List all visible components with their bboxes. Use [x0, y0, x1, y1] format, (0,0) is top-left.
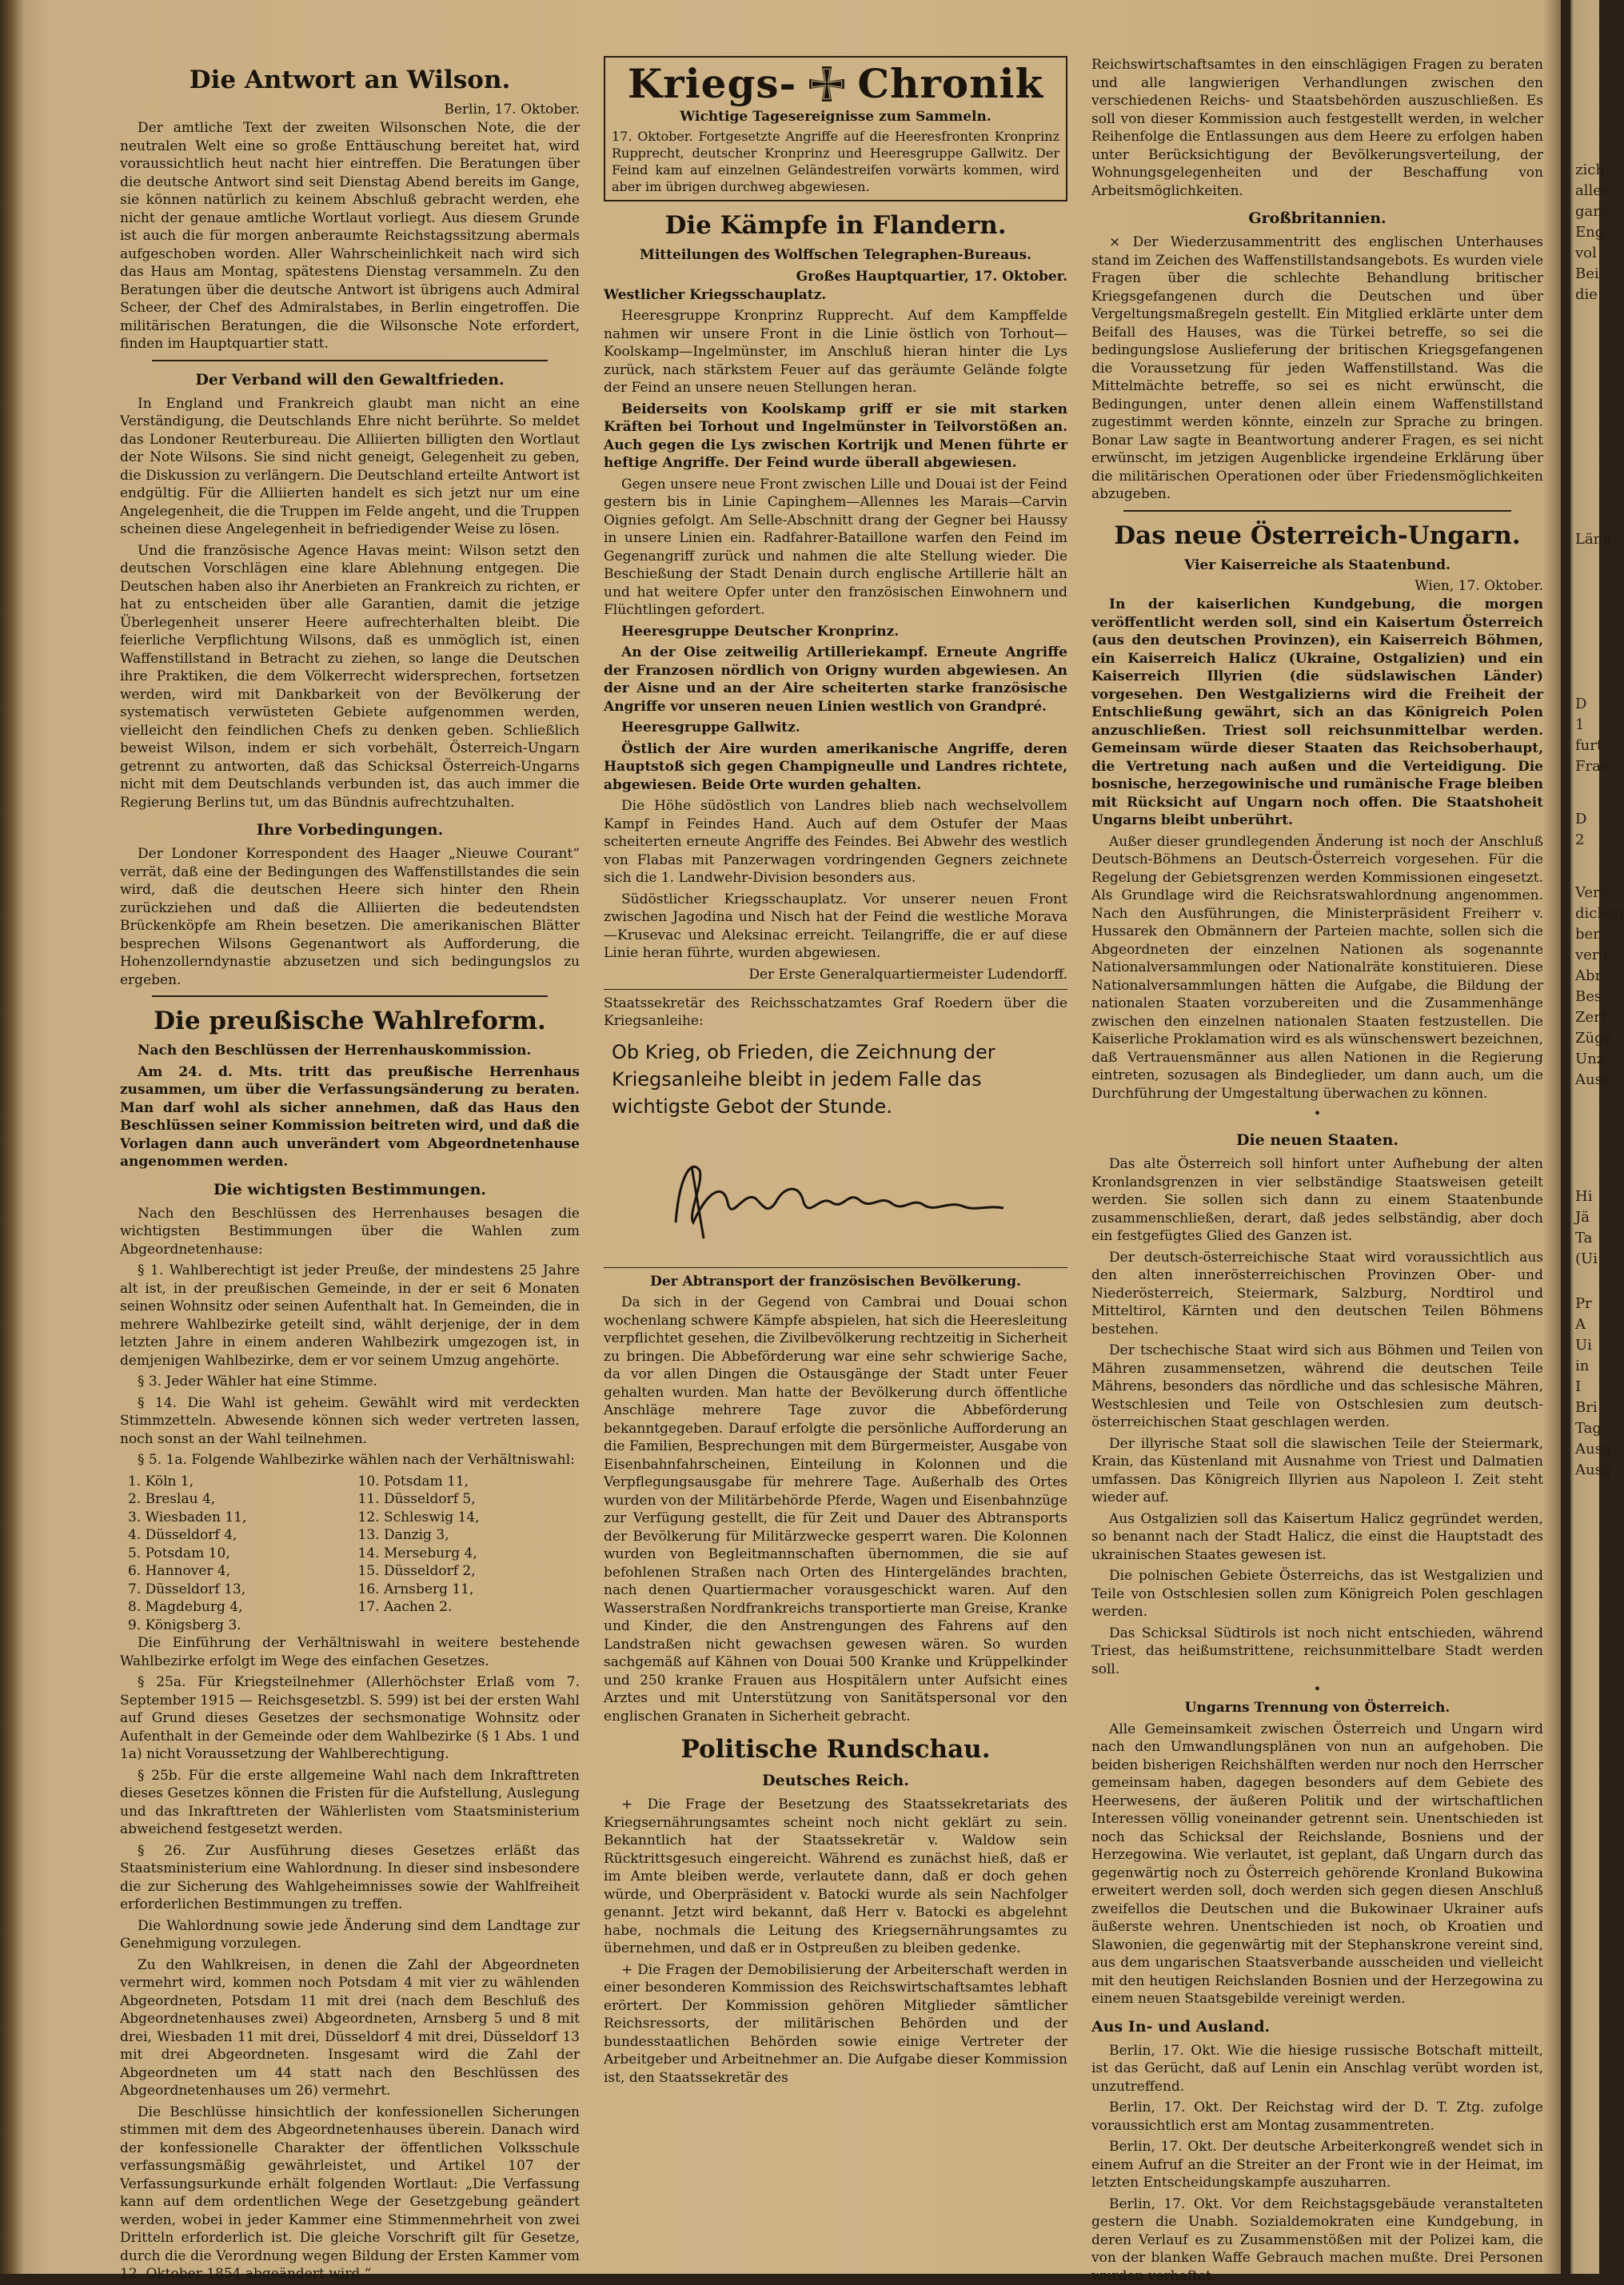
- subheadline-vier-kaiserreiche: Vier Kaiserreiche als Staatenbund.: [1091, 556, 1543, 575]
- column-2: [604, 56, 1067, 2250]
- article-paragraph: Südöstlicher Kriegsschauplatz. Vor unserer neuen Front zwischen Jagodina und Nisch hat der Feind die westliche Morava—Krusevac und Aleksinac erreicht. Teilangriffe, die er auf diese Linie heran führte, wurden abgewiesen.: [604, 891, 1067, 963]
- kriegs-chronik-title: [612, 61, 1059, 107]
- article-paragraph: Gegen unsere neue Front zwischen Lille und Douai ist der Feind gestern bis in Linie Capinghem—Allennes les Marais—Carvin Oignies gefolgt. Am Selle-Abschnitt drang der Gegner bei Haussy in unsere Linien ein. Radfahrer-Bataillone warfen den Feind im Gegenangriff zurück und nahmen die alte Stellung wieder. Die Beschießung der Stadt Denain durch englische Artillerie hält an und hat weitere Opfer unter den französischen Einwohnern und Flüchtlingen gefordert.: [604, 476, 1067, 620]
- kriegs-chronik-text: 17. Oktober. Fortgesetzte Angriffe auf die Heeresfronten Kronprinz Rupprecht, deutscher Kronprinz und Heeresgruppe Gallwitz. Der Feind kam auf einzelnen Geländestreifen vorwärts kommen, wird aber im übrigen durchweg abgewiesen.: [612, 128, 1059, 195]
- iron-cross-icon: [806, 63, 848, 105]
- article-paragraph: + Die Fragen der Demobilisierung der Arbeiterschaft werden in einer besonderen Kommission des Reichswirtschaftsamtes lebhaft erörtert. Der Kommission gehören Mitglieder sämtlicher Reichsressorts, der militärischen Behörden und der bundesstaatlichen Behörden sowie einige Vertreter der Arbeitgeber und Arbeitnehmer an. Die Aufgabe dieser Kommission ist, den Staatssekretär des: [604, 1961, 1067, 2088]
- article-paragraph: Zu den Wahlkreisen, in denen die Zahl der Abgeordneten vermehrt wird, kommen noch Potsdam 4 mit vier zu wählenden Abgeordneten, Potsdam 11 mit drei (nach dem Beschluß des Abgeordnetenhauses zwei) Abgeordneten, Arnsberg 5 und 8 mit drei, Wiesbaden 11 mit drei, Düsseldorf 4 mit drei, Düsseldorf 13 mit drei Abgeordneten. Insgesamt wird die Zahl der Abgeordneten um 44 statt nach den Beschlüssen des Abgeordnetenhauses um 26) vermehrt.: [120, 1956, 580, 2100]
- column-3: [1091, 56, 1543, 2250]
- handwritten-signature: [604, 1127, 1067, 1262]
- subheadline-grossbritannien: Großbritannien.: [1091, 208, 1543, 229]
- list-item: 16. Arnsberg 11,: [358, 1581, 581, 1599]
- text-fragment: Ui: [1575, 1335, 1599, 1356]
- text-fragment: in I: [1575, 1356, 1599, 1398]
- text-fragment: Bei: [1575, 264, 1599, 285]
- dateline: Großes Hauptquartier, 17. Oktober.: [604, 268, 1067, 286]
- article-paragraph: × Der Wiederzusammentritt des englischen Unterhauses stand im Zeichen des Waffenstillstandsangebots. Es wurden viele Fragen über die schlechte Behandlung britischer Kriegsgefangenen durch die Deutschen und über Vergeltungsmaßregeln gestellt. Ein Mitglied erklärte unter dem Beifall des Hauses, was die Türkei betreffe, so sei die bedingungslose Auslieferung der britischen Kriegsgefangenen die Voraussetzung für jeden Waffenstillstand. Was die Mittelmächte betreffe, so sei es nicht erwünscht, die Bedingungen, unter denen allein einem Waffenstillstand zugestimmt werden könnte, einzeln zur Sprache zu bringen. Bonar Law sagte in Beantwortung anderer Fragen, es sei nicht erwünscht, im jetzigen Augenblicke irgendeine Erklärung über die militärischen Operationen oder über Friedensmöglichkeiten abzugeben.: [1091, 233, 1543, 504]
- headline-oesterreich-ungarn: Das neue Österreich-Ungarn.: [1091, 520, 1543, 552]
- subheadline-deutsches-reich: Deutsches Reich.: [604, 1770, 1067, 1791]
- text-fragment: zich: [1575, 160, 1599, 181]
- divider: [604, 989, 1067, 990]
- text-fragment: Zerf: [1575, 1007, 1599, 1028]
- headline-in-und-ausland: Aus In- und Ausland.: [1091, 2016, 1543, 2037]
- text-fragment: Ausg: [1575, 1439, 1599, 1460]
- list-item: 8. Magdeburg 4,: [128, 1598, 350, 1617]
- article-paragraph: Aus Ostgalizien soll das Kaisertum Halicz gegründet werden, so benannt nach der Stadt Halicz, die einst die Hauptstadt des ukrainischen Staates gewesen ist.: [1091, 1510, 1543, 1565]
- kriegs-chronik-title-left: Kriegs-: [628, 61, 796, 107]
- text-fragment: A: [1575, 1314, 1599, 1335]
- subheadline-abtransport: Der Abtransport der französischen Bevölkerung.: [604, 1273, 1067, 1291]
- article-paragraph: Die Wahlordnung sowie jede Änderung sind dem Landtage zur Genehmigung vorzulegen.: [120, 1917, 580, 1953]
- text-fragment: die: [1575, 285, 1599, 305]
- kriegs-chronik-subtitle: Wichtige Tagesereignisse zum Sammeln.: [612, 107, 1059, 126]
- article-paragraph: § 1. Wahlberechtigt ist jeder Preuße, der mindestens 25 Jahre alt ist, in der preußischen Gemeinde, in der er seit 6 Monaten seinen Wohnsitz oder seinen Aufenthalt hat. In Gemeinden, die in mehrere Wahlbezirke geteilt sind, wählt derjenige, der in dem letzten Jahre in einem anderen Wahlbezirk umgezogen ist, in demjenigen Wahlbezirke, dem er vor seinem Umzug angehörte.: [120, 1262, 580, 1370]
- text-fragment: furt: [1575, 736, 1599, 756]
- page-fold: [1561, 0, 1570, 2274]
- list-item: 15. Düsseldorf 2,: [358, 1562, 581, 1581]
- list-item: 4. Düsseldorf 4,: [128, 1526, 350, 1545]
- article-paragraph: Die Einführung der Verhältniswahl in weitere bestehende Wahlbezirke erfolgt im Wege des einfachen Gesetzes.: [120, 1634, 580, 1670]
- article-paragraph: Östlich der Aire wurden amerikanische Angriffe, deren Hauptstoß sich gegen Champigneulle und Landres richtete, abgewiesen. Beide Orte wurden gehalten.: [604, 740, 1067, 795]
- text-fragment: Eng: [1575, 222, 1599, 243]
- text-fragment: Bri: [1575, 1398, 1599, 1418]
- divider: [152, 360, 548, 361]
- article-paragraph: Da sich in der Gegend von Cambrai und Douai schon wochenlang schwere Kämpfe abspielen, hat sich die Heeresleitung verpflichtet gesehen, die Zivilbevölkerung rechtzeitig in Sicherheit zu bringen. Die Abbeförderung war eine sehr schwierige Sache, da vor allen Dingen die Ostausgänge der Stadt unter Feuer gehalten wurden. Man hatte der Bevölkerung durch öffentliche Anschläge mehrere Tage zuvor die Abbeförderung bekanntgegeben. Darauf erfolgte die persönliche Aufforderung an die Familien, Besprechungen mit dem Bürgermeister, Ausgabe von Eisenbahnfahrscheinen, Einteilung in Kolonnen und die Verpflegungsausgabe für mehrere Tage. Außerhalb des Ortes wurden von der Militärbehörde Pferde, Wagen und Eisenbahnzüge zur Verfügung gestellt, die für Zeit und Dauer des Abtransports der Bevölkerung für Militärzwecke gesperrt waren. Die Kolonnen wurden von Begleitmannschaften übernommen, die sie auf befohlenen Straßen nach Orten des Hintergeländes brachten, nach denen Quartiermacher vorausgeschickt waren. Auf den Wasserstraßen Nordfrankreichs transportierte man Greise, Kranke und Kinder, die den Anstrengungen des Fahrens auf den Landstraßen nicht gewachsen gewesen wären. So wurden sachgemäß auf Kähnen von Douai 500 Kranke und Krüppelkinder und 250 kranke Frauen aus Hospitälern unter Aufsicht eines Arztes und mit Unterstützung von Sanitätspersonal vor den englischen Granaten in Sicherheit gebracht.: [604, 1294, 1067, 1725]
- text-fragment: Bes: [1575, 987, 1599, 1007]
- text-fragment: allen: [1575, 181, 1599, 201]
- text-fragment: verh: [1575, 945, 1599, 966]
- kriegsanleihe-quote: Ob Krieg, ob Frieden, die Zeichnung der Kriegsanleihe bleibt in jedem Falle das wichtigste Gebot der Stunde.: [604, 1039, 1067, 1120]
- headline-politische-rundschau: Politische Rundschau.: [604, 1733, 1067, 1765]
- text-fragment: ben: [1575, 924, 1599, 945]
- dateline: Berlin, 17. Oktober.: [120, 101, 580, 119]
- text-fragment: vol: [1575, 243, 1599, 264]
- article-paragraph: Und die französische Agence Havas meint: Wilson setzt den deutschen Vorschlägen eine klare Ablehnung entgegen. Die Deutschen haben also ihr Anerbieten an Frankreich zu richten, er hat zu entscheiden über alle Garantien, damit die jetzige Überlegenheit unserer Heere aufrechterhalten bleibt. Die feierliche Verpflichtung Wilsons, daß es unmöglich ist, einen Waffenstillstand in Betracht zu ziehen, so lange die Deutschen ihre Praktiken, die dem Völkerrecht widersprechen, fortsetzen werden, wird mit Dankbarkeit von der Bevölkerung der systematisch verwüsteten Gebiete aufgenommen werden, vielleicht den feindlichen Chefs zu denken geben. Schließlich beweist Wilson, indem er sich vorbehält, Österreich-Ungarn getrennt zu antworten, daß das Schicksal Österreich-Ungarns nicht mit dem Deutschlands verbunden ist, das auch immer die Regierung Berlins tut, um das Bündnis aufrechtzuhalten.: [120, 542, 580, 812]
- subheadline-neue-staaten: Die neuen Staaten.: [1091, 1130, 1543, 1150]
- text-fragment: Pr: [1575, 1294, 1599, 1314]
- article-paragraph: Der tschechische Staat wird sich aus Böhmen und Teilen von Mähren zusammensetzen, während die deutschen Teile Mährens, besonders das nördliche und das schlesische Mähren, Westschlesien und Teile von Ostschlesien zum deutsch-österreichischen Staat geschlagen werden.: [1091, 1342, 1543, 1432]
- wahlbezirke-list-right: [350, 1473, 581, 1635]
- list-item: 17. Aachen 2.: [358, 1598, 581, 1617]
- news-item: Berlin, 17. Okt. Vor dem Reichstagsgebäude veranstalteten gestern die Unabh. Sozialdemokraten eine Kundgebung, in deren Verlauf es zu Zusammenstößen mit der Polizei kam, die von der blanken Waffe Gebrauch machen mußte. Drei Personen wurden verhaftet.: [1091, 2195, 1543, 2285]
- article-paragraph: Die polnischen Gebiete Österreichs, das ist Westgalizien und Teile von Ostschlesien sollen zum Königreich Polen geschlagen werden.: [1091, 1567, 1543, 1621]
- kriegs-chronik-title-right: Chronik: [857, 61, 1043, 107]
- signature-graphic: [604, 1127, 1067, 1262]
- list-item: 9. Königsberg 3.: [128, 1617, 350, 1635]
- article-paragraph: Der illyrische Staat soll die slawischen Teile der Steiermark, Krain, das Küstenland mit Ausnahme von Triest und Dalmatien umfassen. Das Königreich Illyrien aus Napoleon I. Zeit steht wieder auf.: [1091, 1435, 1543, 1507]
- subheadline-gallwitz: Heeresgruppe Gallwitz.: [604, 719, 1067, 737]
- text-fragment: Jä: [1575, 1207, 1599, 1228]
- text-fragment: D 2: [1575, 809, 1599, 851]
- subheadline-bestimmungen: Die wichtigsten Bestimmungen.: [120, 1179, 580, 1200]
- article-paragraph: Außer dieser grundlegenden Änderung ist noch der Anschluß Deutsch-Böhmens an Deutsch-Österreich vorgesehen. Für die Regelung der Gebietsgrenzen werden Kommissionen eingesetzt. Als Grundlage wird die Reichsratswahlordnung angenommen. Nach den Ausführungen, die Ministerpräsident Freiherr v. Hussarek den Obmännern der Parteien machte, sollen sich die Abgeordneten der einzelnen Nationen als sogenannte Nationalversammlungen oder Nationalräte konstituieren. Diese Nationalversammlungen hätten die Aufgabe, die Bildung der nationalen Staaten vorzubereiten und die Zusammenhänge zwischen den einzelnen nationalen Staaten festzustellen. Die Kaiserliche Proklamation wird es als wünschenswert bezeichnen, daß Vertrauensmänner aus allen Nationen in die Regierung eintreten, sozusagen als Bindeglieder, um dann auch, um die Durchführung der Umgestaltung überwachen zu können.: [1091, 833, 1543, 1103]
- article-paragraph: Der Londoner Korrespondent des Haager „Nieuwe Courant“ verrät, daß eine der Bedingungen des Waffenstillstandes die sein wird, daß die deutschen Heere sich hinter den Rhein zurückziehen und daß die Alliierten die bedeutendsten Brückenköpfe am Rhein besetzen. Die amerikanischen Blätter besprechen Wilsons Gegenantwort als Aufforderung, die Hohenzollerndynastie abzusetzen und sich bedingungslos zu ergeben.: [120, 845, 580, 989]
- article-paragraph: + Die Frage der Besetzung des Staatssekretariats des Kriegsernährungsamtes scheint noch nicht geklärt zu sein. Bekanntlich hat der Staatssekretär v. Waldow sein Rücktrittsgesuch eingereicht. Während es zunächst hieß, daß er im Amte bleiben werde, verlautete dann, daß er doch gehen würde, und Oberpräsident v. Batocki wurde als sein Nachfolger genannt. Jetzt wird bekannt, daß Herr v. Batocki es abgelehnt habe, nochmals die Leitung des Kriegsernährungsamtes zu übernehmen, und daß er in Ostpreußen zu bleiben gedenke.: [604, 1796, 1067, 1958]
- news-item: Berlin, 17. Okt. Der Reichstag wird der D. T. Ztg. zufolge voraussichtlich erst am Montag zusammentreten.: [1091, 2099, 1543, 2135]
- headline-wahlreform: Die preußische Wahlreform.: [120, 1005, 580, 1037]
- text-fragment: dicken: [1575, 903, 1599, 924]
- text-fragment: Ta: [1575, 1228, 1599, 1249]
- text-fragment: Züge: [1575, 1028, 1599, 1049]
- list-item: 6. Hannover 4,: [128, 1562, 350, 1581]
- article-paragraph: Heeresgruppe Kronprinz Rupprecht. Auf dem Kampffelde nahmen wir unsere Front in die Linie östlich von Torhout—Koolskamp—Ingelmünster, im Anschluß hieran hinter die Lys zurück, nach stärkstem Feuer auf das geräumte Gelände folgte der Feind an unsere neuen Stellungen heran.: [604, 307, 1067, 397]
- divider: [604, 1267, 1067, 1268]
- article-paragraph: Die Beschlüsse hinsichtlich der konfessionellen Sicherungen stimmen mit dem des Abgeordnetenhauses überein. Danach wird der konfessionelle Charakter der öffentlichen Volksschule verfassungsmäßig gewährleistet, und Artikel 107 der Verfassungsurkunde erhält folgenden Wortlaut: „Die Verfassung kann auf dem ordentlichen Wege der Gesetzgebung geändert werden, wobei in jeder Kammer eine Stimmenmehrheit von zwei Dritteln erforderlich ist. Die gleiche Vorschrift gilt für Gesetze, durch die die Verordnung wegen Bildung der Ersten Kammer vom 12. Oktober 1854 abgeändert wird.“: [120, 2104, 580, 2283]
- text-fragment: Ausg: [1575, 1460, 1599, 1481]
- text-fragment: Abr: [1575, 966, 1599, 987]
- text-fragment: Vers: [1575, 883, 1599, 903]
- headline-wilson-answer: Die Antwort an Wilson.: [120, 64, 580, 96]
- headline-gewaltfrieden: Der Verband will den Gewaltfrieden.: [120, 369, 580, 390]
- list-item: 2. Breslau 4,: [128, 1490, 350, 1509]
- dateline: Wien, 17. Oktober.: [1091, 577, 1543, 596]
- signature-line: Der Erste Generalquartiermeister Ludendorff.: [604, 966, 1067, 984]
- article-paragraph: Alle Gemeinsamkeit zwischen Österreich und Ungarn wird nach den Umwandlungsplänen von nun an aufgehoben. Die beiden bisherigen Reichshälften werden nur noch den Herrscher gemeinsam haben, dagegen besonders auf dem Gebiete des Heerwesens, der äußeren Politik und der wirtschaftlichen Interessen völlig voneinander getrennt sein. Unentschieden ist noch das Schicksal der Reichslande, Bosniens und der Herzegowina. Wie verlautet, ist geplant, daß Ungarn durch das gegenwärtig noch zu Österreich gehörende Kronland Bukowina erweitert werden soll, doch werden sich gegen diesen Anschluß zweifellos die Deutschen und die Bukowinaer Ukrainer aufs äußerste wehren. Unentschieden ist noch, ob Kroatien und Slawonien, die gegenwärtig mit der Stephanskrone vereint sind, aus dem ungarischen Staatsverbande ausscheiden und vielleicht mit den heutigen Reichslanden Bosnien und der Herzegowina zu einem neuen Staatsgebilde vereinigt werden.: [1091, 1721, 1543, 2008]
- news-item: Berlin, 17. Okt. Der deutsche Arbeiterkongreß wendet sich in einem Aufruf an die Streiter an der Front wie in der Heimat, im letzten Entscheidungskampfe auszuharren.: [1091, 2138, 1543, 2192]
- text-fragment: D 1: [1575, 694, 1599, 736]
- wahlbezirke-list: [120, 1473, 580, 1635]
- list-item: 14. Merseburg 4,: [358, 1545, 581, 1563]
- column-4-cropped: [1575, 56, 1599, 2250]
- article-paragraph: Beiderseits von Koolskamp griff er sie mit starken Kräften bei Torhout und Ingelmünster in Teilvorstößen an. Auch gegen die Lys zwischen Kortrijk und Menen führte er heftige Angriffe. Der Feind wurde überall abgewiesen.: [604, 401, 1067, 473]
- article-paragraph: Nach den Beschlüssen des Herrenhauses besagen die wichtigsten Bestimmungen über die Wahlen zum Abgeordnetenhause:: [120, 1205, 580, 1259]
- divider: [152, 995, 548, 997]
- article-paragraph: § 3. Jeder Wähler hat eine Stimme.: [120, 1373, 580, 1391]
- column-1: [120, 56, 580, 2250]
- text-fragment: Ausz: [1575, 1070, 1599, 1091]
- article-paragraph: § 5. 1a. Folgende Wahlbezirke wählen nach der Verhältniswahl:: [120, 1451, 580, 1469]
- article-paragraph: In England und Frankreich glaubt man nicht an eine Verständigung, die Deutschlands Ehre nicht berührte. So meldet das Londoner Reuterbureau. Die Alliierten billigten den Wortlaut der Note Wilsons. Sie sind nicht geneigt, Gelegenheit zu geben, die Diskussion zu verlängern. Die Deutschland erteilte Antwort ist endgültig. Für die Alliierten handelt es sich jetzt nur um eine Angelegenheit, die die Truppen im Felde angeht, und die Truppen scheinen diese Angelegenheit in befriedigender Weise zu lösen.: [120, 395, 580, 539]
- text-fragment: Hi: [1575, 1186, 1599, 1207]
- article-paragraph: An der Oise zeitweilig Artilleriekampf. Erneute Angriffe der Franzosen nördlich von Origny wurden abgewiesen. An der Aisne und an der Aire scheiterten starke französische Angriffe vor unseren neuen Linien westlich von Grandpré.: [604, 644, 1067, 716]
- article-paragraph: § 26. Zur Ausführung dieses Gesetzes erläßt das Staatsministerium eine Wahlordnung. In dieser sind insbesondere die zur Sicherung des Wahlgeheimnisses sowie der Wahlfreiheit erforderlichen Bestimmungen zu treffen.: [120, 1842, 580, 1914]
- article-paragraph: In der kaiserlichen Kundgebung, die morgen veröffentlicht werden soll, sind ein Kaisertum Österreich (aus den deutschen Provinzen), ein Kaiserreich Böhmen, ein Kaiserreich Halicz (Ukraine, Ostgalizien) und ein Kaiserreich Illyrien (die südslawischen Länder) vorgesehen. Den Westgalizierns wird die Freiheit der Entschließung gewährt, sich an das Königreich Polen anzuschließen. Triest soll reichsunmittelbar werden. Gemeinsam würde dieser Staaten das Reichsoberhaupt, die Vertretung nach außen und die Verteidigung. Die bosnische, herzegowinische und rumänische Frage bleiben mit Rücksicht auf Ungarn noch offen. Die Staatshoheit Ungarns bleibt unberührt.: [1091, 596, 1543, 830]
- text-fragment: (Ui: [1575, 1249, 1599, 1270]
- text-fragment: Tag: [1575, 1418, 1599, 1439]
- subheadline-ungarns-trennung: Ungarns Trennung von Österreich.: [1091, 1699, 1543, 1717]
- list-item: 1. Köln 1,: [128, 1473, 350, 1491]
- article-paragraph: Staatssekretär des Reichsschatzamtes Graf Roedern über die Kriegsanleihe:: [604, 995, 1067, 1031]
- article-paragraph: Das Schicksal Südtirols ist noch nicht entschieden, während Triest, das heißumstrittene, reichsunmittelbare Stadt werden soll.: [1091, 1625, 1543, 1679]
- headline-flandern: Die Kämpfe in Flandern.: [604, 209, 1067, 241]
- article-paragraph: Nach den Beschlüssen der Herrenhauskommission.: [120, 1042, 580, 1060]
- article-paragraph: Am 24. d. Mts. tritt das preußische Herrenhaus zusammen, um über die Verfassungsänderung zu beraten. Man darf wohl als sicher annehmen, daß das Haus den Beschlüssen seiner Kommission beitreten wird, und daß die Vorlagen dann auch unverändert vom Abgeordnetenhause angenommen werden.: [120, 1063, 580, 1171]
- article-paragraph: Reichswirtschaftsamtes in den einschlägigen Fragen zu beraten und alle langwierigen Verhandlungen zwischen den verschiedenen Reichs- und Staatsbehörden auszuschließen. Es soll von dieser Kommission auch festgestellt werden, in welcher Reihenfolge die Entlassungen aus dem Heere zu erfolgen haben unter Berücksichtigung der Bevölkerungsverteilung, der Wohnungsgelegenheiten und der Beschaffung von Arbeitsmöglichkeiten.: [1091, 56, 1543, 200]
- text-fragment: Länd: [1575, 529, 1599, 550]
- wahlbezirke-list-left: [120, 1473, 350, 1635]
- list-item: 11. Düsseldorf 5,: [358, 1490, 581, 1509]
- list-item: 10. Potsdam 11,: [358, 1473, 581, 1491]
- list-item: 7. Düsseldorf 13,: [128, 1581, 350, 1599]
- subheadline-westlich: Westlicher Kriegsschauplatz.: [604, 286, 1067, 305]
- subheadline-deutscher-kronprinz: Heeresgruppe Deutscher Kronprinz.: [604, 623, 1067, 641]
- article-paragraph: § 25b. Für die erste allgemeine Wahl nach dem Inkrafttreten dieses Gesetzes können die Fristen für die Aufstellung, Auslegung und das Inkrafttreten der Wählerlisten vom Staatsministerium abweichend festgesetzt werden.: [120, 1767, 580, 1839]
- article-paragraph: Der amtliche Text der zweiten Wilsonschen Note, die der neutralen Welt eine so große Enttäuschung bereitet hat, wird voraussichtlich heut nacht hier eintreffen. Die Beratungen über die deutsche Antwort sind seit Dienstag Abend bereits im Gange, sie können natürlich zu keinem Abschluß gebracht werden, ehe nicht der genaue amtliche Wortlaut vorliegt. Aus diesem Grunde ist auch die für morgen anberaumte Reichstagssitzung abermals aufgeschoben worden. Aller Wahrscheinlichkeit nach wird sich das Haus am Montag, spätestens Dienstag versammeln. Zu den Beratungen über die deutsche Antwort ist übrigens auch Admiral Scheer, der Chef des Admiralstabes, in Berlin eingetroffen. Die militärischen Beratungen, die die Wilsonsche Note erfordert, finden im Hauptquartier statt.: [120, 119, 580, 353]
- list-item: 13. Danzig 3,: [358, 1526, 581, 1545]
- article-paragraph: § 14. Die Wahl ist geheim. Gewählt wird mit verdeckten Stimmzetteln. Abwesende können sich weder vertreten lassen, noch sonst an der Wahl teilnehmen.: [120, 1394, 580, 1449]
- article-paragraph: Die Höhe südöstlich von Landres blieb nach wechselvollem Kampf in Feindes Hand. Auch auf dem Ostufer der Maas scheiterten erneute Angriffe des Feindes. Bei Abwehr des westlich von Flabas mit Panzerwagen vordringenden Gegners zeichnete sich die 1. Landwehr-Division besonders aus.: [604, 797, 1067, 887]
- separator-dot: •: [1091, 1106, 1543, 1122]
- article-paragraph: Das alte Österreich soll hinfort unter Aufhebung der alten Kronlandsgrenzen in vier selbständige Staatsweisen geteilt werden. Sie sollen sich dann zu einem Staatenbunde zusammenschließen, derart, daß jedes selbständig, aber doch ein festgefügtes Glied des Ganzen ist.: [1091, 1155, 1543, 1246]
- list-item: 5. Potsdam 10,: [128, 1545, 350, 1563]
- text-fragment: ganz: [1575, 201, 1599, 222]
- list-item: 3. Wiesbaden 11,: [128, 1509, 350, 1527]
- separator-dot: •: [1091, 1681, 1543, 1697]
- kriegs-chronik-box: [604, 56, 1067, 201]
- news-item: Berlin, 17. Okt. Wie die hiesige russische Botschaft mitteilt, ist das Gerücht, daß auf Lenin ein Anschlag verübt worden ist, unzutreffend.: [1091, 2042, 1543, 2096]
- subheadline-vorbedingungen: Ihre Vorbedingungen.: [120, 819, 580, 840]
- divider: [1123, 510, 1511, 512]
- subheadline-wolff: Mitteilungen des Wolffschen Telegraphen-Bureaus.: [604, 246, 1067, 265]
- article-paragraph: § 25a. Für Kriegsteilnehmer (Allerhöchster Erlaß vom 7. September 1915 — Reichsgesetzbl. S. 599) ist bei der ersten Wahl auf Grund dieses Gesetzes der sechsmonatige Wohnsitz oder Aufenthalt in der Gemeinde oder dem Wahlbezirke (§ 1 Abs. 1 und 1a) nicht Voraussetzung der Wahlberechtigung.: [120, 1673, 580, 1764]
- article-paragraph: Der deutsch-österreichische Staat wird voraussichtlich aus den alten innerösterreichischen Provinzen Ober- und Niederösterreich, Steiermark, Salzburg, Nordtirol und Mitteltirol, Kärnten und den deutschen Teilen Böhmens bestehen.: [1091, 1249, 1543, 1339]
- text-fragment: Fran: [1575, 756, 1599, 777]
- list-item: 12. Schleswig 14,: [358, 1509, 581, 1527]
- text-fragment: Unz: [1575, 1049, 1599, 1070]
